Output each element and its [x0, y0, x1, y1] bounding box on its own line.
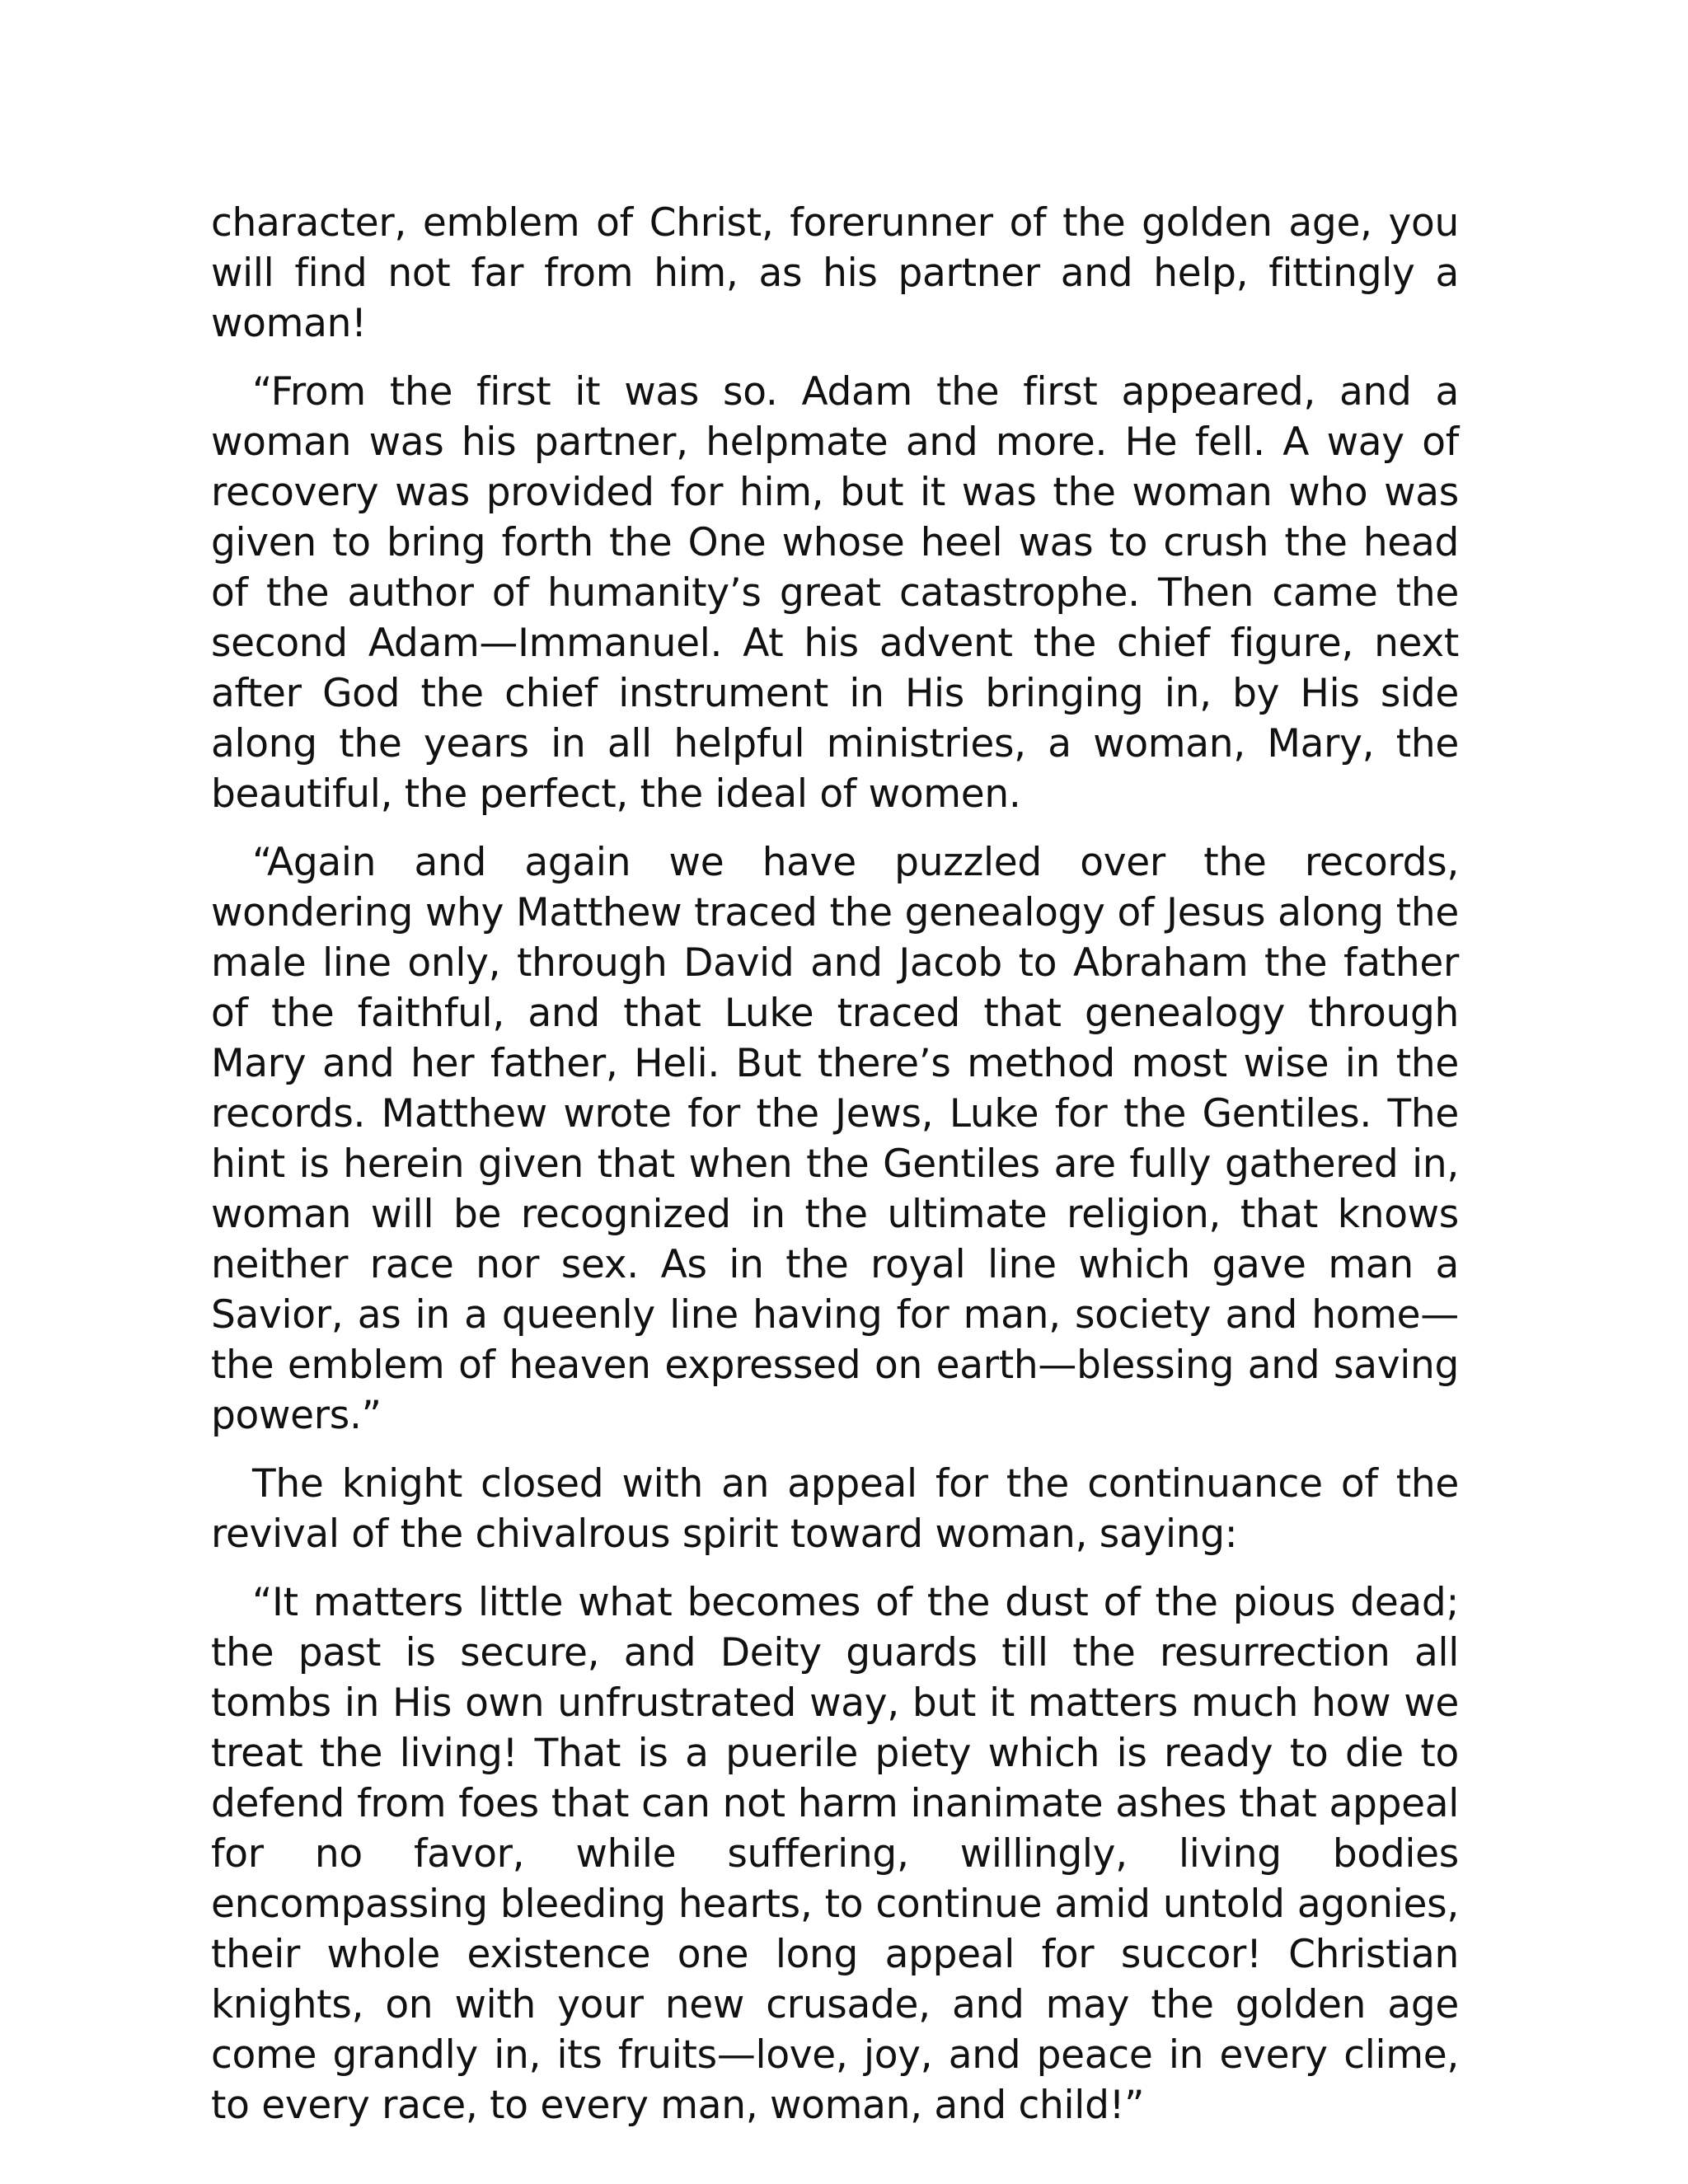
paragraph-new-crusade: “It matters little what becomes of the dust of the pious dead; the past is secure, and Deity guards till the resurrection all tombs in His own unfrustrated way, but it matters much how we treat the living! That is a puerile piety which is ready to die to defend from foes that can not harm inanimate ashes that appeal for no favor, while suffering, willingly, living bodies encompassing bleeding hearts, to continue amid untold agonies, their whole existence one long appeal for succor! Christian knights, on with your new crusade, and may the golden age come grandly in, its fruits—love, joy, and peace in every clime, to every race, to every man, woman, and child!” — [211, 1580, 1459, 2128]
paragraph-genealogy: “Again and again we have puzzled over the records, wondering why Matthew traced the genealogy of Jesus along the male line only, through David and Jacob to Abraham the father of the faithful, and that Luke traced that genealogy through Mary and her father, Heli. But there’s method most wise in the records. Matthew wrote for the Jews, Luke for the Gentiles. The hint is herein given that when the Gentiles are fully gathered in, woman will be recognized in the ultimate religion, that knows neither race nor sex. As in the royal line which gave man a Savior, as in a queenly line having for man, society and home—the emblem of heaven expressed on earth—blessing and saving powers.” — [211, 840, 1459, 1438]
document-page — [211, 198, 1459, 2149]
paragraph-first-adam: “From the first it was so. Adam the first appeared, and a woman was his partner, helpmate and more. He fell. A way of recovery was provided for him, but it was the woman who was given to bring forth the One whose heel was to crush the head of the author of humanity’s great catastrophe. Then came the second Adam—Immanuel. At his advent the chief figure, next after God the chief instrument in His bringing in, by His side along the years in all helpful ministries, a woman, Mary, the beautiful, the perfect, the ideal of women. — [211, 369, 1459, 817]
paragraph-knight-appeal: The knight closed with an appeal for the continuance of the revival of the chivalrous spirit toward woman, saying: — [211, 1461, 1459, 1557]
paragraph-continuation: character, emblem of Christ, forerunner of the golden age, you will find not far from him, as his partner and help, fittingly a woman! — [211, 200, 1459, 346]
